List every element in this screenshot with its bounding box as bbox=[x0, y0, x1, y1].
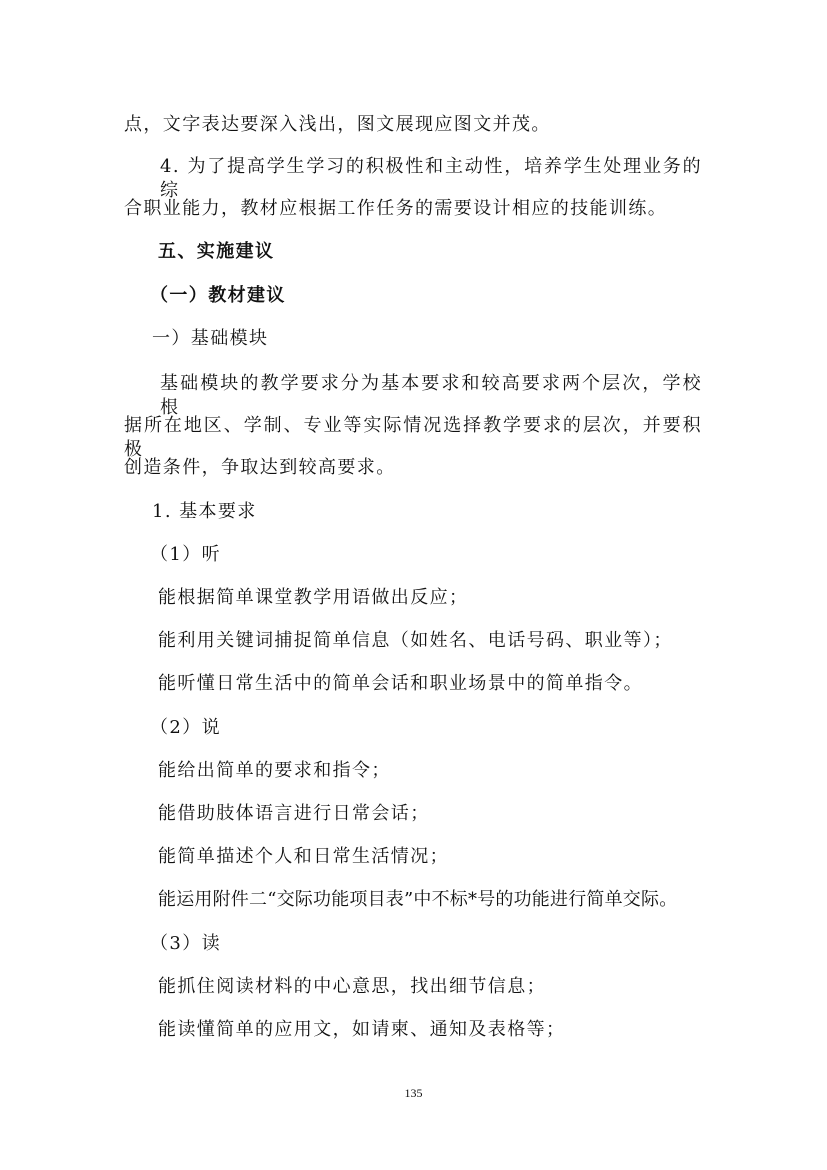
paragraph-line: 创造条件，争取达到较高要求。 bbox=[124, 457, 396, 478]
requirement-item: 能利用关键词捕捉简单信息（如姓名、电话号码、职业等）； bbox=[158, 630, 673, 651]
requirement-item: 能听懂日常生活中的简单会话和职业场景中的简单指令。 bbox=[158, 673, 643, 694]
subsection-heading: （一）教材建议 bbox=[150, 285, 286, 306]
requirement-item: 能读懂简单的应用文，如请柬、通知及表格等； bbox=[158, 1019, 566, 1040]
list-subheading: （1）听 bbox=[150, 544, 222, 565]
requirement-item: 能借助肢体语言进行日常会话； bbox=[158, 803, 430, 824]
list-subheading: （3）读 bbox=[150, 933, 222, 954]
paragraph-line: 合职业能力，教材应根据工作任务的需要设计相应的技能训练。 bbox=[124, 198, 668, 219]
requirement-item: 能根据简单课堂教学用语做出反应； bbox=[158, 587, 469, 608]
requirement-item: 能运用附件二“交际功能项目表”中不标*号的功能进行简单交际。 bbox=[158, 889, 678, 910]
page-number: 135 bbox=[404, 1086, 423, 1100]
requirement-item: 能给出简单的要求和指令； bbox=[158, 760, 391, 781]
list-heading: 1. 基本要求 bbox=[152, 501, 257, 522]
paragraph-line: 基础模块的教学要求分为基本要求和较高要求两个层次，学校根 bbox=[160, 373, 702, 418]
module-heading: 一）基础模块 bbox=[152, 328, 269, 349]
requirement-item: 能抓住阅读材料的中心意思，找出细节信息； bbox=[158, 976, 546, 997]
section-heading: 五、实施建议 bbox=[158, 241, 275, 262]
paragraph-line: 4. 为了提高学生学习的积极性和主动性，培养学生处理业务的综 bbox=[160, 156, 702, 201]
requirement-item: 能简单描述个人和日常生活情况； bbox=[158, 846, 449, 867]
paragraph-line: 点，文字表达要深入浅出，图文展现应图文并茂。 bbox=[124, 114, 551, 135]
list-subheading: （2）说 bbox=[150, 717, 222, 738]
paragraph-line: 据所在地区、学制、专业等实际情况选择教学要求的层次，并要积极 bbox=[124, 415, 702, 460]
